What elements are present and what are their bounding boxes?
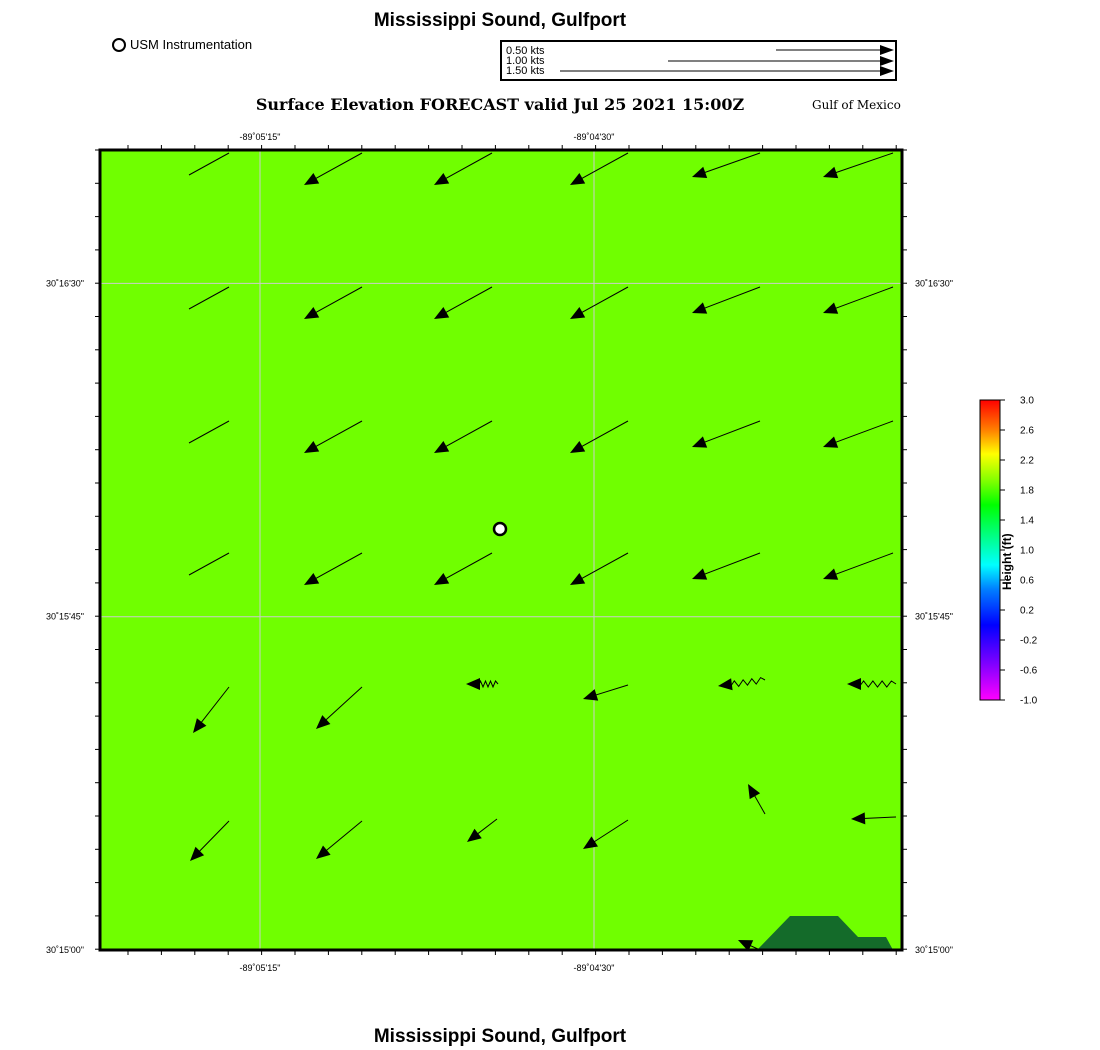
colorbar-tick-label: 1.0: [1020, 545, 1034, 557]
colorbar-tick-label: 0.6: [1020, 575, 1034, 587]
lat-tick-label: 30˚16'30": [915, 278, 953, 289]
lat-tick-label: 30˚15'00": [46, 945, 84, 955]
colorbar-tick-label: 1.8: [1020, 485, 1034, 497]
lon-tick-label: -89˚04'30": [573, 132, 615, 142]
forecast-subtitle: Surface Elevation FORECAST valid Jul 25 2021 15:00Z: [255, 95, 745, 114]
lat-tick-label: 30˚15'45": [46, 611, 84, 622]
lat-tick-label: 30˚15'00": [915, 945, 953, 955]
speed-legend-label: 0.50 kts: [506, 45, 545, 57]
speed-legend-label: 1.00 kts: [506, 55, 545, 67]
colorbar-tick-label: 1.4: [1020, 515, 1034, 527]
lon-tick-label: -89˚05'15": [239, 963, 281, 973]
footer-title: Mississippi Sound, Gulfport: [373, 1026, 627, 1047]
colorbar-tick-label: -1.0: [1020, 695, 1038, 707]
speed-legend-label: 1.50 kts: [506, 65, 545, 77]
colorbar-tick-label: 2.6: [1020, 425, 1034, 437]
region-label: Gulf of Mexico: [812, 98, 901, 112]
station-marker[interactable]: [494, 523, 506, 535]
colorbar-tick-label: -0.2: [1020, 635, 1038, 647]
colorbar-tick-label: 2.2: [1020, 455, 1034, 467]
lat-tick-label: 30˚15'45": [915, 611, 953, 622]
colorbar-tick-label: 3.0: [1020, 395, 1034, 407]
colorbar-tick-label: 0.2: [1020, 605, 1034, 617]
lon-tick-label: -89˚05'15": [239, 132, 281, 142]
lat-tick-label: 30˚16'30": [46, 278, 84, 289]
map-title: Mississippi Sound, Gulfport: [373, 10, 627, 31]
lon-tick-label: -89˚04'30": [573, 963, 615, 973]
colorbar-title: Height (ft): [1000, 533, 1014, 590]
colorbar-tick-label: -0.6: [1020, 665, 1038, 677]
station-legend-label: USM Instrumentation: [130, 37, 253, 52]
colorbar: [980, 400, 1000, 700]
